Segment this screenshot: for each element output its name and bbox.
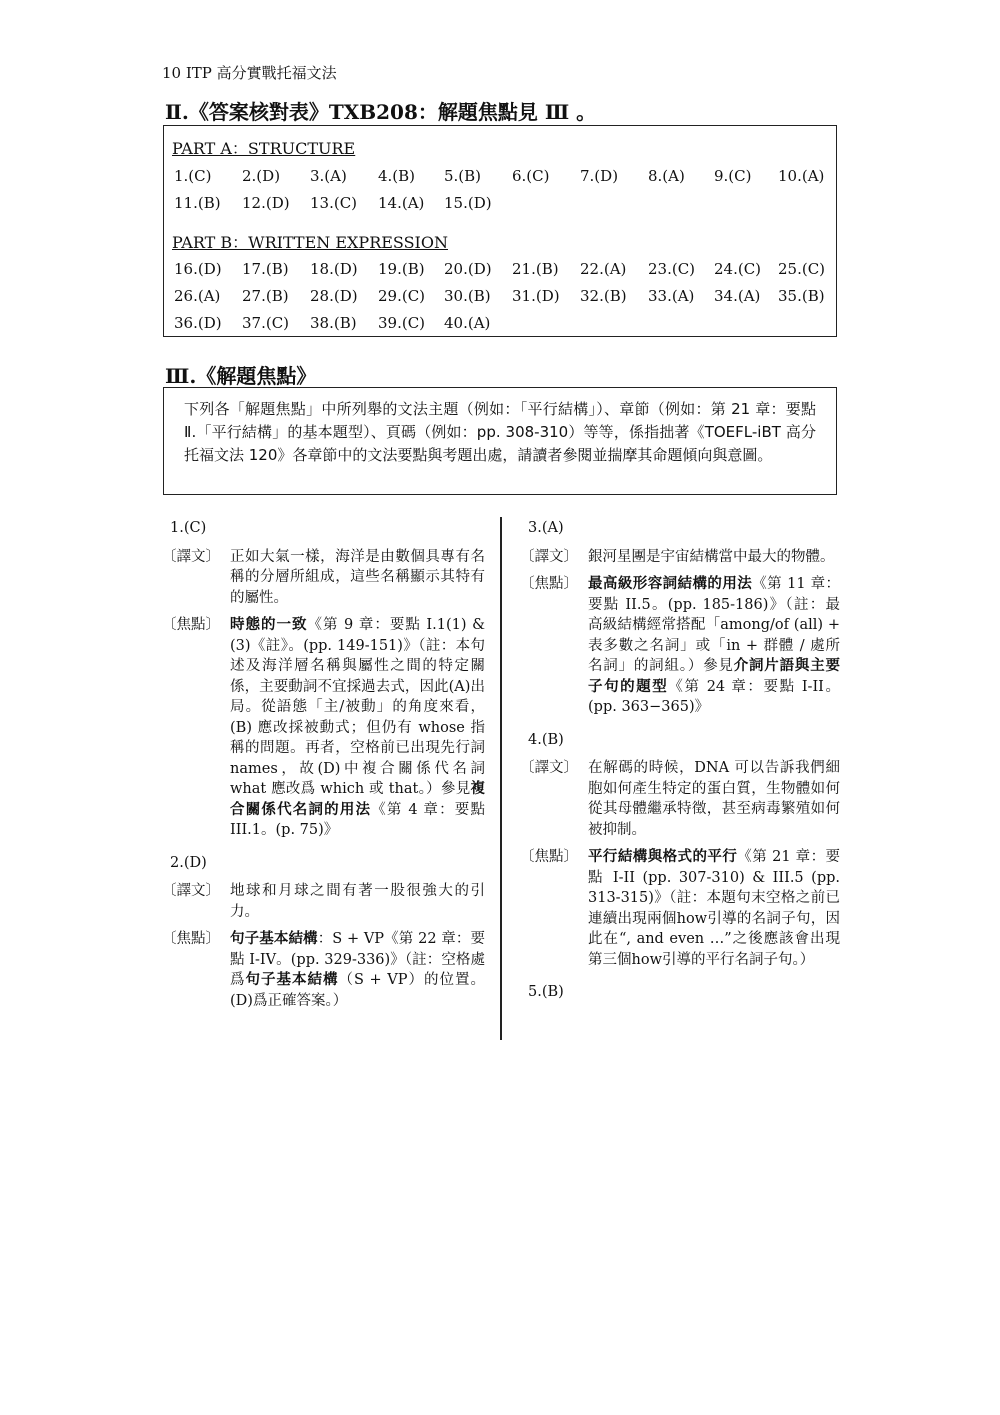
focus-entry xyxy=(162,615,485,841)
answer-cell: 2.(D) xyxy=(242,167,281,185)
focus-label: 〔焦點〕 xyxy=(520,849,578,865)
focus-label: 〔焦點〕 xyxy=(520,576,578,592)
focus-topic: 平行結構與格式的平行 xyxy=(588,848,738,865)
answer-key-box xyxy=(163,125,837,337)
answer-cell: 29.(C) xyxy=(378,287,426,305)
focus-topic: 句子基本結構 xyxy=(245,971,339,988)
answer-cell: 10.(A) xyxy=(778,167,825,185)
answer-cell: 35.(B) xyxy=(778,287,825,305)
translation-entry xyxy=(520,547,840,568)
section-3-title: Ⅲ.《解題焦點》 xyxy=(165,364,317,388)
translation-label: 〔譯文〕 xyxy=(162,548,220,565)
answer-cell: 5.(B) xyxy=(444,167,482,185)
answer-cell: 7.(D) xyxy=(580,167,619,185)
answer-cell: 3.(A) xyxy=(310,167,347,185)
page-header: 10 ITP 高分實戰托福文法 xyxy=(162,64,337,82)
answer-cell: 37.(C) xyxy=(242,314,290,332)
answer-cell: 20.(D) xyxy=(444,260,492,278)
translation-text: 地球和月球之間有著一股很強大的引力。 xyxy=(230,883,485,920)
answer-cell: 15.(D) xyxy=(444,194,492,212)
focus-entry xyxy=(520,574,840,718)
translation-text: 銀河星團是宇宙結構當中最大的物體。 xyxy=(588,548,835,565)
translation-entry xyxy=(162,881,485,922)
answer-cell: 6.(C) xyxy=(512,167,550,185)
question-number: 3.(A) xyxy=(528,520,564,536)
translation-entry xyxy=(520,758,840,840)
focus-entry xyxy=(162,929,485,1011)
answer-cell: 8.(A) xyxy=(648,167,685,185)
answer-cell: 18.(D) xyxy=(310,260,358,278)
answer-cell: 36.(D) xyxy=(174,314,222,332)
focus-topic: 時態的一致 xyxy=(230,616,308,633)
focus-text xyxy=(230,615,485,841)
question-number: 2.(D) xyxy=(170,854,207,871)
answer-cell: 38.(B) xyxy=(310,314,357,332)
question-number: 1.(C) xyxy=(170,520,207,536)
answer-cell: 13.(C) xyxy=(310,194,358,212)
focus-text xyxy=(588,574,840,718)
focus-detail: 《第 21 章：要點 I-II (pp. 307-310) & III.5 (pp. 313-315)》（註：本題句末空格之前已連續出現兩個how引導的名詞子句，因此在“, and even …”之後應該會出現第三個how引導的平行名詞子句。） xyxy=(588,849,841,968)
answer-cell: 1.(C) xyxy=(174,167,212,185)
focus-text xyxy=(588,847,840,970)
answer-cell: 33.(A) xyxy=(648,287,695,305)
answer-cell: 24.(C) xyxy=(714,260,762,278)
column-divider xyxy=(500,517,502,1040)
question-number: 5.(B) xyxy=(528,984,564,1000)
answer-cell: 11.(B) xyxy=(174,194,221,212)
translation-text: 正如大氣一樣，海洋是由數個具專有名稱的分層所組成，這些名稱顯示其特有的屬性。 xyxy=(230,548,485,606)
translation-label: 〔譯文〕 xyxy=(520,548,578,565)
answer-cell: 30.(B) xyxy=(444,287,491,305)
answer-cell: 19.(B) xyxy=(378,260,425,278)
answer-cell: 25.(C) xyxy=(778,260,826,278)
translation-label: 〔譯文〕 xyxy=(520,760,578,776)
answer-cell: 22.(A) xyxy=(580,260,627,278)
translation-entry xyxy=(162,547,485,609)
answer-cell: 9.(C) xyxy=(714,167,752,185)
focus-label: 〔焦點〕 xyxy=(162,617,220,633)
answer-cell: 27.(B) xyxy=(242,287,289,305)
focus-text xyxy=(230,929,485,1011)
answer-cell: 32.(B) xyxy=(580,287,627,305)
focus-detail: ：S + VP《第 22 章：要點 I-IV。(pp. 329-336)》（註：空格處爲 xyxy=(230,931,486,988)
focus-entry xyxy=(520,847,840,970)
focus-detail: 《第 11 章：要點 II.5。(pp. 185-186)》（註：最高級結構經常搭配「among/of (all) + 表多數之名詞」或「in + 群體 / 處所名詞」的詞組。）參見 xyxy=(588,576,841,674)
answer-cell: 26.(A) xyxy=(174,287,221,305)
answer-cell: 21.(B) xyxy=(512,260,559,278)
answer-cell: 34.(A) xyxy=(714,287,761,305)
answer-cell: 12.(D) xyxy=(242,194,290,212)
focus-topic: 複合關係代名詞的用法 xyxy=(230,780,485,818)
answer-cell: 39.(C) xyxy=(378,314,426,332)
answer-cell: 16.(D) xyxy=(174,260,222,278)
answer-cell: 17.(B) xyxy=(242,260,289,278)
answer-cell: 4.(B) xyxy=(378,167,416,185)
focus-detail: 《第 9 章：要點 I.1(1) & (3)《註》。(pp. 149-151)》（註：本句述及海洋層名稱與屬性之間的特定關係，主要動詞不宜採過去式，因此(A)出局。從語態「主/被動」的角度來看，(B) 應改採被動式；但仍有 whose 指稱的問題。再者，空格前已出現先行詞 names，故(D)中複合關係代名詞 what 應改爲 which 或 that。）參見 xyxy=(230,617,486,797)
focus-detail: 《第 4 章：要點 III.1。(p. 75)》 xyxy=(230,801,485,838)
answer-cell: 14.(A) xyxy=(378,194,425,212)
part-b-label: PART B：WRITTEN EXPRESSION xyxy=(172,233,448,252)
right-column xyxy=(520,518,840,1011)
section-2-title: Ⅱ.《答案核對表》TXB208：解題焦點見 Ⅲ 。 xyxy=(165,100,597,124)
focus-topic: 介詞片語與主要子句的題型 xyxy=(588,657,840,695)
focus-detail: （S + VP）的位置。(D)爲正確答案。） xyxy=(230,972,486,1009)
answer-cell: 31.(D) xyxy=(512,287,560,305)
focus-topic: 句子基本結構 xyxy=(230,930,318,947)
part-a-label: PART A：STRUCTURE xyxy=(172,139,356,158)
translation-label: 〔譯文〕 xyxy=(162,883,220,899)
translation-text: 在解碼的時候，DNA 可以告訴我們細胞如何產生特定的蛋白質，生物體如何從其母體繼承特徵，甚至病毒繁殖如何被抑制。 xyxy=(588,760,840,838)
note-box: 下列各「解題焦點」中所列舉的文法主題（例如：「平行結構」）、章節（例如：第 21 章：要點 Ⅱ.「平行結構」的基本題型）、頁碼（例如：pp. 308-310）等等，係指拙著《TOEFL-iBT 高分托福文法 120》各章節中的文法要點與考題出處，請讀者參閱並揣摩其命題傾向與意圖。 xyxy=(163,387,837,495)
answer-cell: 40.(A) xyxy=(444,314,491,332)
focus-topic: 最高級形容詞結構的用法 xyxy=(588,575,753,592)
focus-label: 〔焦點〕 xyxy=(162,931,220,947)
left-column xyxy=(162,518,485,1018)
answer-cell: 23.(C) xyxy=(648,260,696,278)
question-number: 4.(B) xyxy=(528,731,564,748)
answer-cell: 28.(D) xyxy=(310,287,358,305)
focus-detail: 《第 24 章：要點 I-II。(pp. 363−365)》 xyxy=(588,678,840,715)
